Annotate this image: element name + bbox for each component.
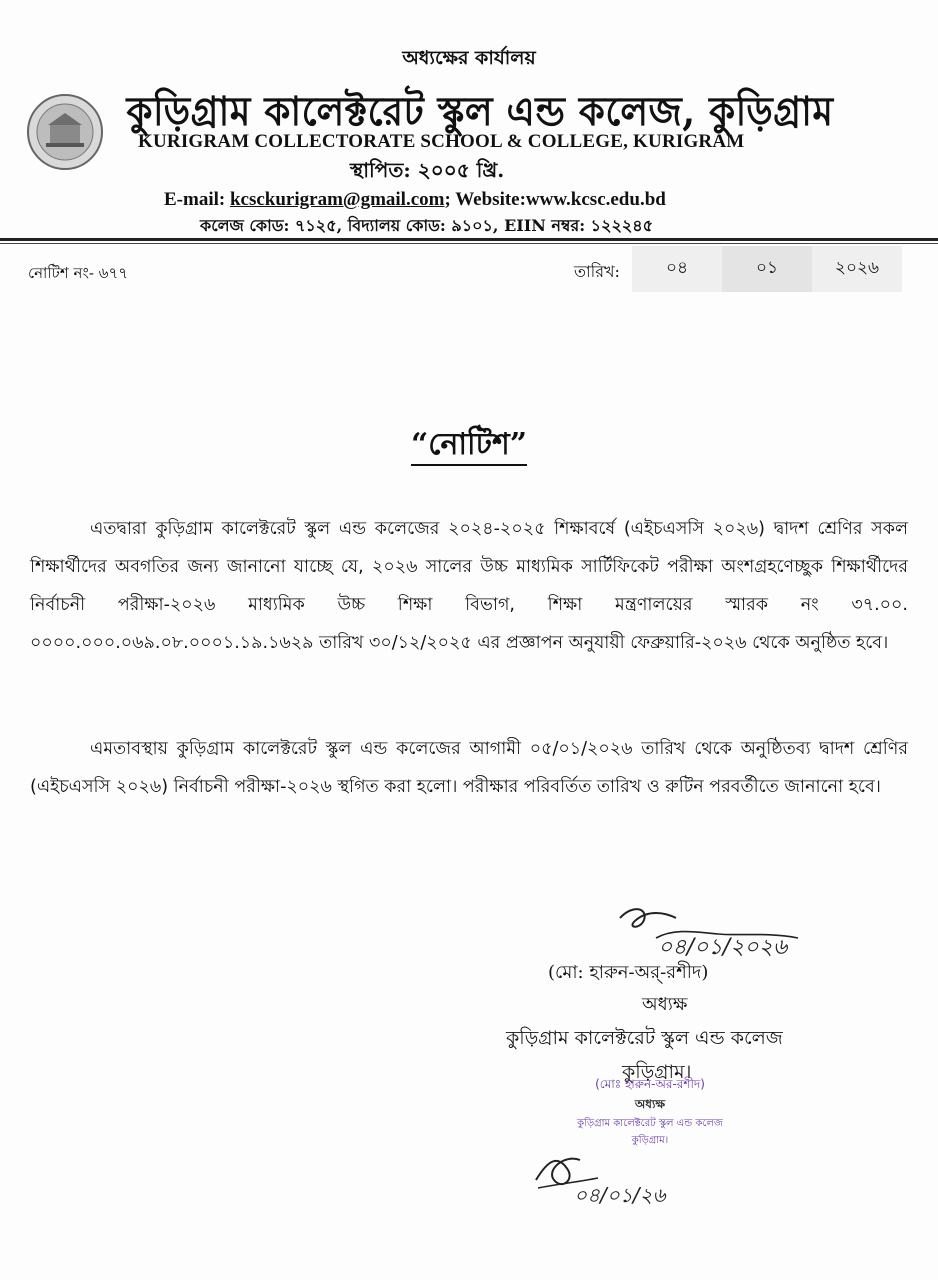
header-divider-thin: [0, 243, 938, 244]
stamp-organization: কুড়িগ্রাম কালেক্টরেট স্কুল এন্ড কলেজ: [577, 1118, 723, 1129]
official-stamp: [560, 1076, 740, 1150]
notice-title: [0, 420, 938, 471]
office-heading: অধ্যক্ষের কার্যালয়: [402, 47, 536, 69]
signatory-place: কুড়িগ্রাম।: [622, 1061, 692, 1083]
institution-codes: কলেজ কোড: ৭১২৫, বিদ্যালয় কোড: ৯১০১, EIIN নম্বর: ১২২২৪৫: [200, 216, 654, 235]
stamp-designation: অধ্যক্ষ: [634, 1097, 666, 1111]
handwritten-date: ০৪/০১/২০২৬: [658, 935, 788, 960]
contact-info: [164, 189, 666, 211]
notice-number: নোটিশ নং- ৬৭৭: [28, 264, 129, 282]
body-paragraph-2: এমতাবস্থায় কুড়িগ্রাম কালেক্টরেট স্কুল এন্ড কলেজের আগামী ০৫/০১/২০২৬ তারিখ থেকে অনুষ্ঠিতব্য দ্বাদশ শ্রেণির (এইচএসসি ২০২৬) নির্বাচনী পরীক্ষা-২০২৬ স্থগিত করা হলো। পরীক্ষার পরিবর্তিত তারিখ ও রুটিন পরবর্তীতে জানানো হবে।: [30, 739, 908, 797]
stamp-place: কুড়িগ্রাম।: [631, 1135, 669, 1146]
date-day: ০৪: [665, 258, 689, 278]
signatory-name: (মো: হারুন-অর্-রশীদ): [548, 962, 709, 983]
email-link[interactable]: kcsckurigram@gmail.com: [229, 189, 445, 210]
school-logo-icon: [26, 93, 104, 171]
body-paragraph-1: এতদ্বারা কুড়িগ্রাম কালেক্টরেট স্কুল এন্ড কলেজের ২০২৪-২০২৫ শিক্ষাবর্ষে (এইচএসসি ২০২৬) দ্বাদশ শ্রেণির সকল শিক্ষার্থীদের অবগতির জন্য জানানো যাচ্ছে যে, ২০২৬ সালের উচ্চ মাধ্যমিক সার্টিফিকেট পরীক্ষা অংশগ্রহণেচ্ছুক শিক্ষার্থীদের নির্বাচনী পরীক্ষা-২০২৬ মাধ্যমিক উচ্চ শিক্ষা বিভাগ, শিক্ষা মন্ত্রণালয়ের স্মারক নং ৩৭.০০. ০০০০.০০০.০৬৯.০৮.০০০১.১৯.১৬২৯ তারিখ ৩০/১২/২০২৫ এর প্রজ্ঞাপন অনুযায়ী ফেব্রুয়ারি-২০২৬ থেকে অনুষ্ঠিত হবে।: [30, 519, 908, 653]
school-name-bangla: কুড়িগ্রাম কালেক্টরেট স্কুল এন্ড কলেজ, কুড়িগ্রাম: [126, 88, 834, 135]
bottom-signature-scribble: [528, 1140, 678, 1210]
established-year: স্থাপিত: ২০০৫ খ্রি.: [350, 158, 505, 182]
date-box: [632, 246, 902, 292]
date-month: ০১: [722, 246, 812, 292]
signatory-organization: কুড়িগ্রাম কালেক্টরেট স্কুল এন্ড কলেজ: [506, 1027, 783, 1049]
date-label: তারিখ:: [574, 262, 620, 281]
email-label: E-mail:: [164, 189, 230, 210]
bottom-handwritten-date: ০৪/০১/২৬: [574, 1183, 666, 1207]
date-year: ২০২৬: [834, 258, 880, 278]
website-text: ; Website:www.kcsc.edu.bd: [444, 189, 666, 210]
stamp-name: (মোঃ হারুন-অর-রশীদ): [595, 1077, 705, 1091]
header-divider: [0, 238, 938, 241]
signatory-designation: অধ্যক্ষ: [642, 994, 688, 1015]
school-name-english: KURIGRAM COLLECTORATE SCHOOL & COLLEGE, KURIGRAM: [138, 131, 745, 152]
notice-title-text: “নোটিশ”: [411, 427, 527, 466]
